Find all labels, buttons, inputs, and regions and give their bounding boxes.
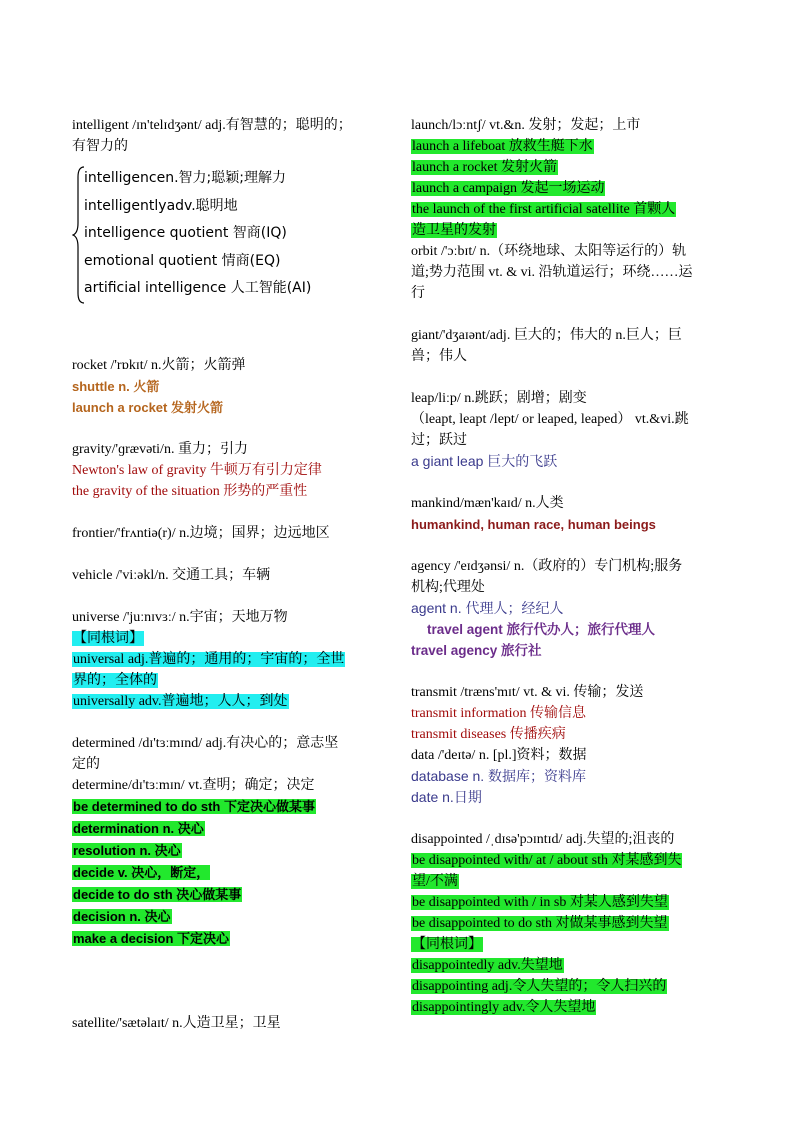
entry-determined-line1: determined /dɪ'tɜːmɪnd/ adj.有决心的；意志坚	[72, 736, 339, 751]
entry-determined-line2: 定的	[72, 757, 100, 772]
entry-agency-line2: 机构;代理处	[411, 580, 485, 595]
entry-orbit-line2: 道;势力范围 vt. & vi. 沿轨道运行；环绕……运	[411, 265, 693, 280]
derived-disappointingly: disappointingly adv.令人失望地	[412, 1000, 596, 1015]
entry-rocket: rocket /'rɒkɪt/ n.火箭；火箭弹	[72, 358, 246, 373]
phrase-disappointed-to-do: be disappointed to do sth 对做某事感到失望	[412, 916, 668, 931]
brace-line-iq: intelligence quotient 智商(IQ)	[84, 225, 287, 241]
entry-determine: determine/dɪ'tɜːmɪn/ vt.查明；确定；决定	[72, 778, 315, 793]
entry-orbit-line1: orbit /'ɔːbɪt/ n.（环绕地球、太阳等运行的）轨	[411, 244, 687, 259]
entry-agency-line1: agency /'eɪdʒənsi/ n.（政府的）专门机构;服务	[411, 559, 683, 574]
phrase-launch-first-line2: 造卫星的发射	[412, 223, 496, 238]
phrase-launch-first-line1: the launch of the first artificial satellite 首颗人	[412, 202, 676, 217]
entry-vehicle: vehicle /'viːəkl/n. 交通工具；车辆	[72, 568, 271, 583]
phrase-launch-lifeboat: launch a lifeboat 放救生艇下水	[412, 139, 593, 154]
phrase-determination: determination n. 决心	[73, 821, 204, 836]
right-column	[411, 115, 723, 1018]
derived-disappointing: disappointing adj.令人失望的；令人扫兴的	[412, 979, 667, 994]
phrase-shuttle: shuttle n. 火箭	[72, 379, 160, 394]
phrase-gravity-situation: the gravity of the situation 形势的严重性	[72, 484, 308, 499]
entry-intelligent-line1: intelligent /ɪn'telɪdʒənt/ adj.有智慧的；聪明的；	[72, 118, 352, 133]
derived-disappointedly: disappointedly adv.失望地	[412, 958, 563, 973]
phrase-decide: decide v. 决心，断定，	[73, 865, 210, 880]
entry-giant-line2: 兽；伟人	[411, 349, 467, 364]
phrase-date: date n.日期	[411, 789, 482, 805]
entry-transmit: transmit /træns'mɪt/ vt. & vi. 传输；发送	[411, 685, 644, 700]
phrase-launch-rocket: launch a rocket 发射火箭	[72, 400, 223, 415]
phrase-travel-agency: travel agency 旅行社	[411, 643, 542, 658]
phrase-decide-to: decide to do sth 决心做某事	[73, 887, 242, 902]
entry-leap-line2: （leapt, leapt /lept/ or leaped, leaped） vt.&vi.跳	[411, 412, 689, 427]
derived-universally: universally adv.普遍地；人人；到处	[73, 694, 288, 709]
entry-universe: universe /'juːnɪvɜː/ n.宇宙；天地万物	[72, 610, 288, 625]
entry-satellite: satellite/'sætəlaɪt/ n.人造卫星；卫星	[72, 1016, 281, 1031]
phrase-agent: agent n. 代理人；经纪人	[411, 600, 564, 616]
entry-giant-line1: giant/'dʒaɪənt/adj. 巨大的；伟大的 n.巨人；巨	[411, 328, 682, 343]
brace-line-ai: artificial intelligence 人工智能(AI)	[84, 280, 312, 296]
brace-line-eq: emotional quotient 情商(EQ)	[84, 252, 281, 269]
phrase-launch-campaign: launch a campaign 发起一场运动	[412, 181, 605, 196]
left-column	[72, 115, 384, 1034]
phrase-determined-to: be determined to do sth 下定决心做某事	[73, 799, 315, 814]
entry-data: data /'deɪtə/ n. [pl.]资料；数据	[411, 748, 587, 763]
phrase-resolution: resolution n. 决心	[73, 843, 181, 858]
phrase-decision: decision n. 决心	[73, 909, 171, 924]
entry-orbit-line3: 行	[411, 286, 425, 301]
root-label: 【同根词】	[73, 631, 143, 646]
entry-launch: launch/lɔːntʃ/ vt.&n. 发射；发起；上市	[411, 118, 641, 133]
phrase-disappointed-with-sb: be disappointed with / in sb 对某人感到失望	[412, 895, 668, 910]
derivation-brace-group	[72, 165, 384, 305]
phrase-database: database n. 数据库；资料库	[411, 768, 587, 784]
phrase-transmit-information: transmit information 传输信息	[411, 706, 586, 721]
root-label-right: 【同根词】	[412, 937, 482, 952]
brace-line-intelligence: intelligencen.智力;聪颖;理解力	[84, 170, 286, 186]
phrase-launch-rocket: launch a rocket 发射火箭	[412, 160, 558, 175]
phrase-newton: Newton's law of gravity 牛顿万有引力定律	[72, 463, 322, 478]
brace-line-intelligently: intelligentlyadv.聪明地	[84, 197, 238, 214]
phrase-transmit-diseases: transmit diseases 传播疾病	[411, 727, 566, 742]
derived-universal-line2: 界的；全体的	[73, 673, 157, 688]
phrase-humankind: humankind, human race, human beings	[411, 517, 656, 532]
entry-gravity: gravity/'ɡrævəti/n. 重力；引力	[72, 442, 248, 457]
phrase-disappointed-with-sth-line1: be disappointed with/ at / about sth 对某感到失	[412, 853, 682, 868]
brace-icon	[72, 165, 86, 305]
phrase-make-decision: make a decision 下定决心	[73, 931, 230, 946]
entry-frontier: frontier/'frʌntiə(r)/ n.边境；国界；边远地区	[72, 526, 330, 541]
entry-leap-line3: 过；跃过	[411, 433, 467, 448]
derived-universal-line1: universal adj.普遍的；通用的；宇宙的；全世	[73, 652, 345, 667]
phrase-giant-leap: a giant leap 巨大的飞跃	[411, 453, 558, 469]
entry-mankind: mankind/mæn'kaɪd/ n.人类	[411, 496, 564, 511]
phrase-travel-agent: travel agent 旅行代办人；旅行代理人	[427, 622, 656, 637]
entry-intelligent-line2: 有智力的	[72, 139, 128, 154]
entry-disappointed: disappointed /ˌdɪsə'pɔɪntɪd/ adj.失望的;沮丧的	[411, 832, 675, 847]
phrase-disappointed-with-sth-line2: 望/不满	[412, 874, 458, 889]
entry-leap-line1: leap/liːp/ n.跳跃；剧增；剧变	[411, 391, 587, 406]
